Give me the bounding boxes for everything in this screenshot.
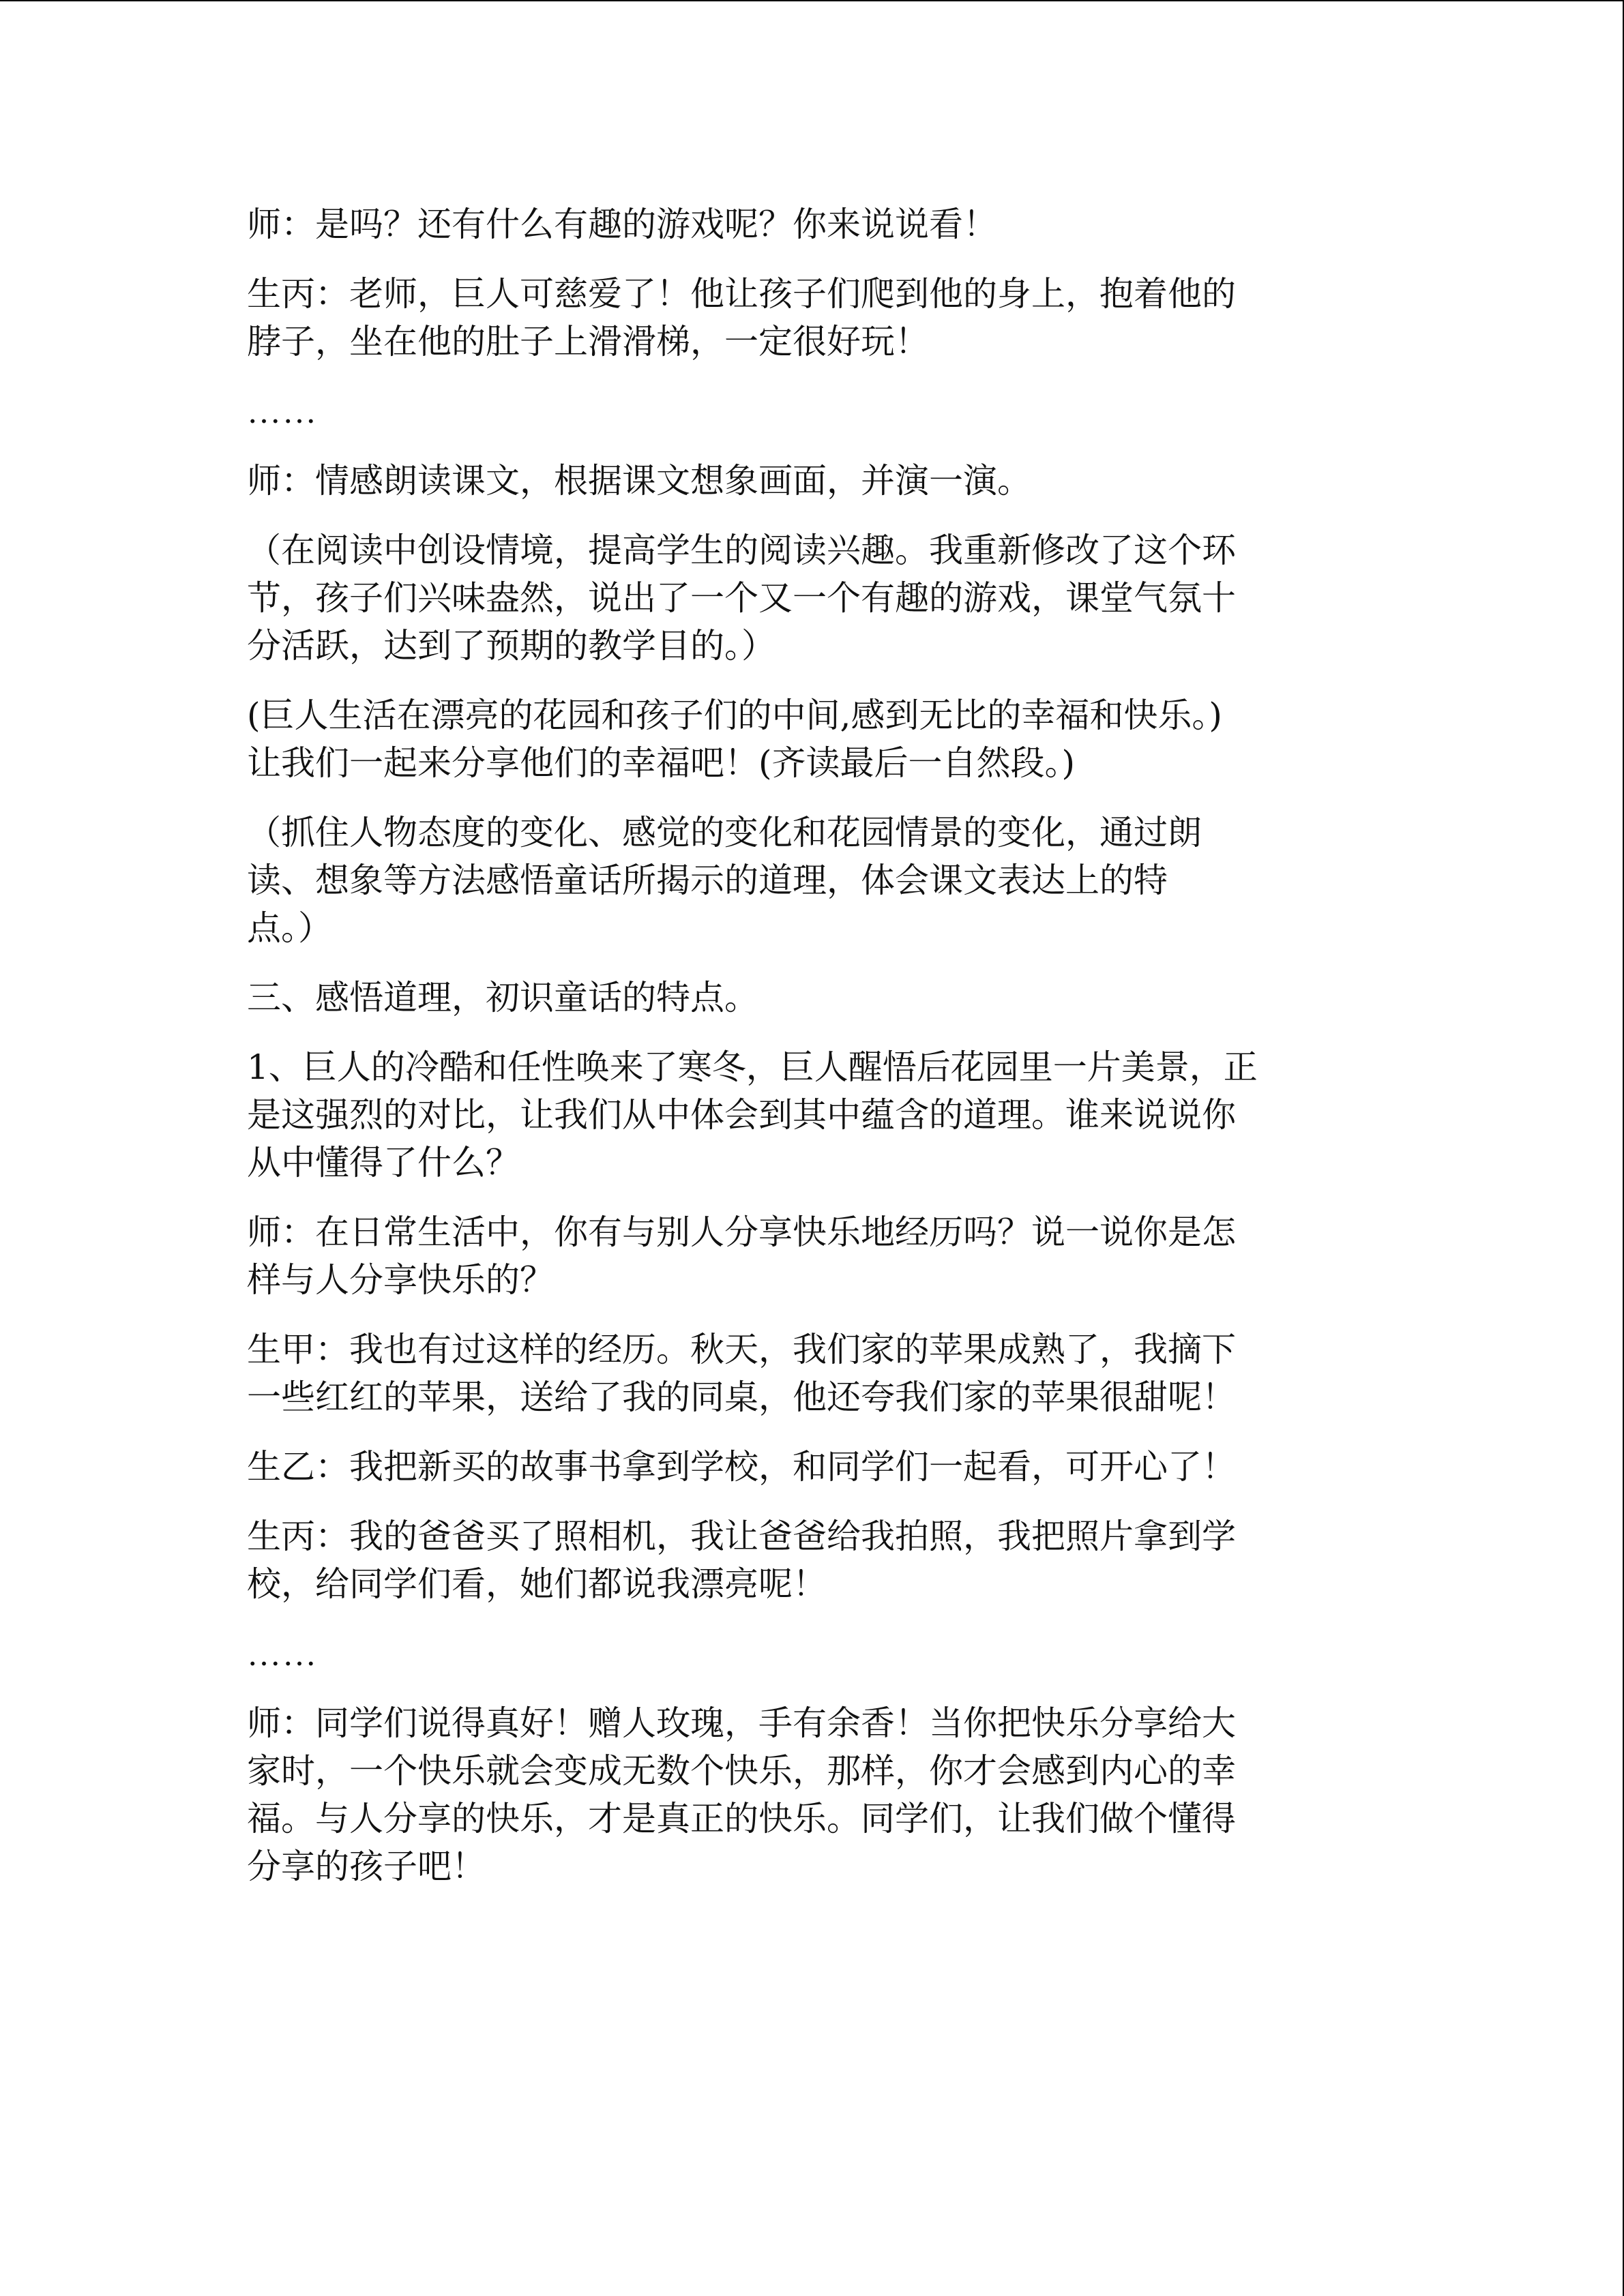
paragraph-teacher-reading: 师：情感朗读课文，根据课文想象画面，并演一演。 xyxy=(247,461,1031,501)
paragraph-teacher-conclusion: 师：同学们说得真好！赠人玫瑰，手有余香！当你把快乐分享给大 家时，一个快乐就会变成无数个快乐，那样，你才会感到内心的幸 福。与人分享的快乐，才是真正的快乐。同学们，让我们做个懂得 分享的孩子吧！ xyxy=(247,1703,1236,1886)
paragraph-student-bing-camera: 生丙：我的爸爸买了照相机，我让爸爸给我拍照，我把照片拿到学 校，给同学们看，她们都说我漂亮呢！ xyxy=(247,1517,1236,1604)
paragraph-teacher-sharing: 师：在日常生活中，你有与别人分享快乐地经历吗？说一说你是怎 样与人分享快乐的？ xyxy=(247,1212,1236,1300)
paragraph-teacher-question: 师：是吗？还有什么有趣的游戏呢？你来说说看！ xyxy=(247,205,997,244)
paragraph-student-jia: 生甲：我也有过这样的经历。秋天，我们家的苹果成熟了，我摘下 一些红红的苹果，送给了我的同桌，他还夸我们家的苹果很甜呢！ xyxy=(247,1330,1236,1417)
paragraph-ellipsis-second: …… xyxy=(247,1635,318,1673)
paragraph-item-one: 1、巨人的冷酷和任性唤来了寒冬，巨人醒悟后花园里一片美景，正 是这强烈的对比，让我们从中体会到其中蕴含的道理。谁来说说你 从中懂得了什么？ xyxy=(247,1047,1258,1182)
paragraph-giant-happiness: (巨人生活在漂亮的花园和孩子们的中间,感到无比的幸福和快乐。) 让我们一起来分享他们的幸福吧！(齐读最后一自然段。) xyxy=(247,696,1222,783)
paragraph-student-yi: 生乙：我把新买的故事书拿到学校，和同学们一起看，可开心了！ xyxy=(247,1447,1236,1487)
paragraph-note-changes: （抓住人物态度的变化、感觉的变化和花园情景的变化，通过朗 读、想象等方法感悟童话所揭示的道理，体会课文表达上的特 点。） xyxy=(247,813,1202,948)
document-body xyxy=(247,200,1372,1912)
paragraph-note-situation: （在阅读中创设情境，提高学生的阅读兴趣。我重新修改了这个环 节，孩子们兴味盎然，说出了一个又一个有趣的游戏，课堂气氛十 分活跃，达到了预期的教学目的。） xyxy=(247,531,1236,666)
paragraph-student-bing-giant: 生丙：老师，巨人可慈爱了！他让孩子们爬到他的身上，抱着他的 脖子，坐在他的肚子上滑滑梯，一定很好玩！ xyxy=(247,274,1236,361)
paragraph-ellipsis: …… xyxy=(247,392,318,430)
section-heading-three: 三、感悟道理，初识童话的特点。 xyxy=(247,978,758,1017)
